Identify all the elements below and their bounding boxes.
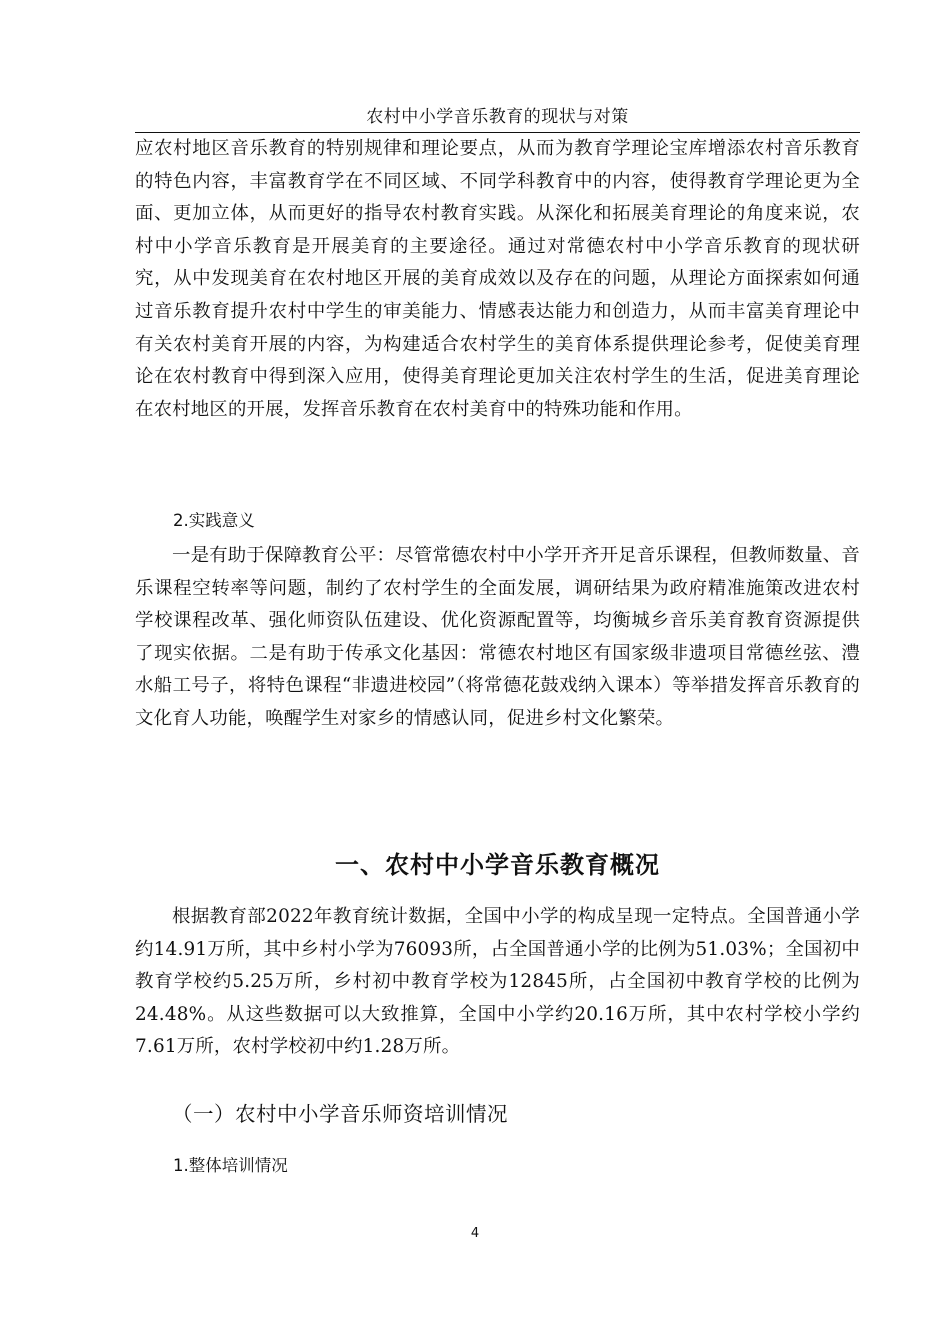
intro-paragraph-block — [135, 133, 860, 426]
practice-paragraph-block — [135, 540, 860, 736]
subsection-title: （一）农村中小学音乐师资培训情况 — [172, 1102, 508, 1126]
page-number: 4 — [470, 1226, 480, 1241]
running-header: 农村中小学音乐教育的现状与对策 — [366, 107, 629, 127]
practice-significance-heading: 2.实践意义 — [173, 511, 255, 530]
overall-training-heading: 1.整体培训情况 — [173, 1156, 288, 1175]
paragraph-statistics: 根据教育部2022年教育统计数据，全国中小学的构成呈现一定特点。全国普通小学约14.91万所，其中乡村小学为76093所，占全国普通小学的比例为51.03%；全国初中教育学校约5.25万所，乡村初中教育学校为12845所，占全国初中教育学校的比例为24.48%。从这些数据可以大致推算，全国中小学约20.16万所，其中农村学校小学约7.61万所，农村学校初中约1.28万所。 — [135, 906, 860, 1058]
paragraph-practice-significance: 一是有助于保障教育公平：尽管常德农村中小学开齐开足音乐课程，但教师数量、音乐课程空转率等问题，制约了农村学生的全面发展，调研结果为政府精准施策改进农村学校课程改革、强化师资队伍建设、优化资源配置等，均衡城乡音乐美育教育资源提供了现实依据。二是有助于传承文化基因：常德农村地区有国家级非遗项目常德丝弦、澧水船工号子，将特色课程“非遗进校园”（将常德花鼓戏纳入课本）等举措发挥音乐教育的文化育人功能，唤醒学生对家乡的情感认同，促进乡村文化繁荣。 — [135, 545, 860, 729]
paragraph-theory-significance: 应农村地区音乐教育的特别规律和理论要点，从而为教育学理论宝库增添农村音乐教育的特色内容，丰富教育学在不同区域、不同学科教育中的内容，使得教育学理论更为全面、更加立体，从而更好的指导农村教育实践。从深化和拓展美育理论的角度来说，农村中小学音乐教育是开展美育的主要途径。通过对常德农村中小学音乐教育的现状研究，从中发现美育在农村地区开展的美育成效以及存在的问题，从理论方面探索如何通过音乐教育提升农村中学生的审美能力、情感表达能力和创造力，从而丰富美育理论中有关农村美育开展的内容，为构建适合农村学生的美育体系提供理论参考，促使美育理论在农村教育中得到深入应用，使得美育理论更加关注农村学生的生活，促进美育理论在农村地区的开展，发挥音乐教育在农村美育中的特殊功能和作用。 — [135, 138, 860, 420]
statistics-paragraph-block — [135, 901, 860, 1064]
section-title: 一、农村中小学音乐教育概况 — [335, 851, 660, 879]
